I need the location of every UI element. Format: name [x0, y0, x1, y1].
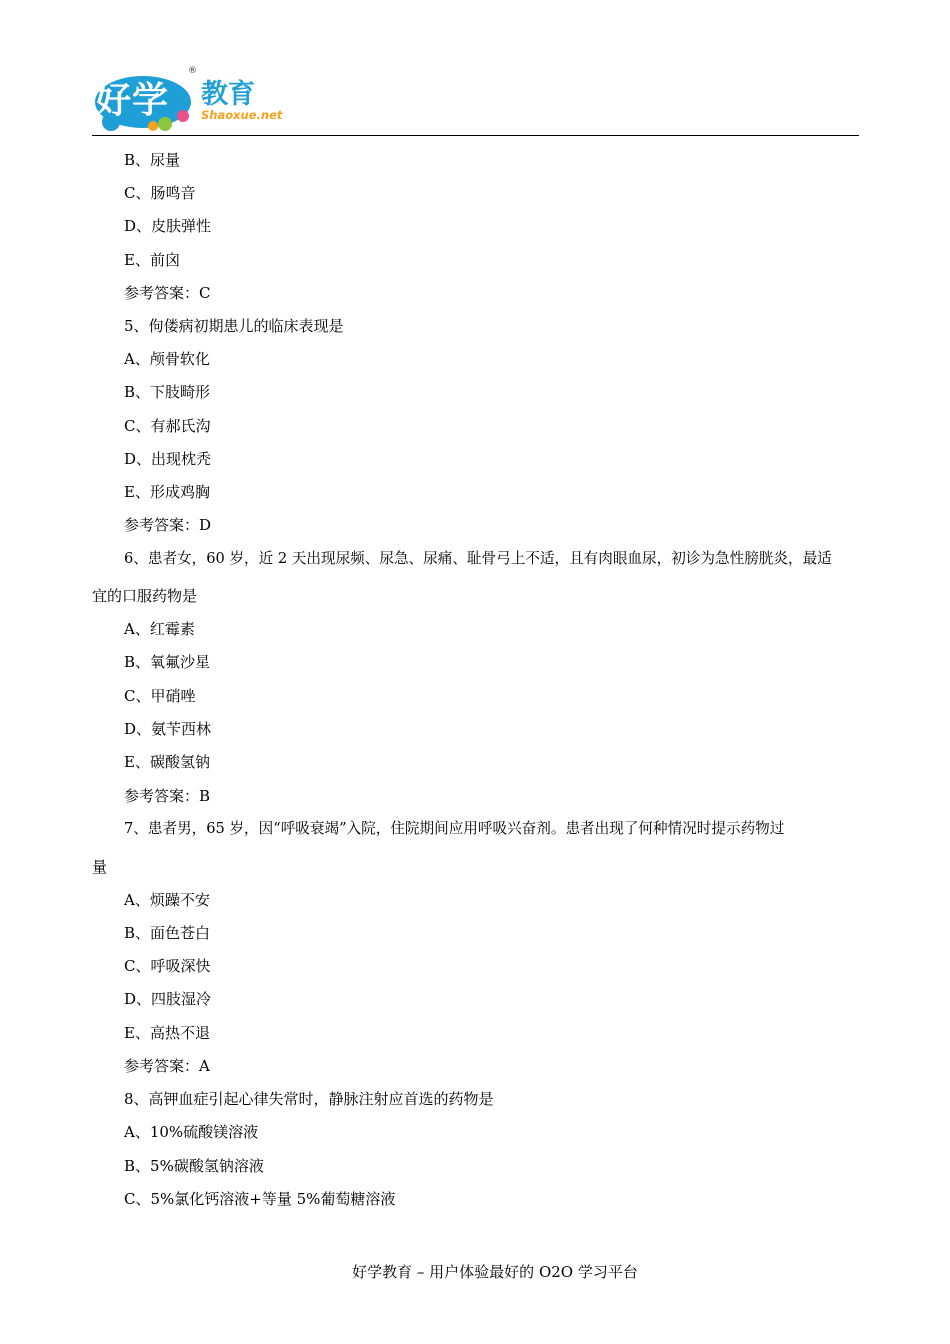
- answer-line: 参考答案：C: [124, 284, 211, 302]
- option-line: E、高热不退: [124, 1024, 210, 1042]
- option-line: C、有郝氏沟: [124, 417, 211, 435]
- option-line: C、呼吸深快: [124, 957, 211, 975]
- option-line: E、碳酸氢钠: [124, 753, 210, 771]
- option-line: A、颅骨软化: [124, 350, 210, 368]
- option-line: A、10%硫酸镁溶液: [124, 1123, 259, 1141]
- question-line-cont: 量: [92, 858, 108, 876]
- answer-line: 参考答案：D: [124, 516, 212, 534]
- option-line: A、烦躁不安: [124, 891, 210, 909]
- page-footer: 好学教育 – 用户体验最好的 O2O 学习平台: [352, 1263, 638, 1281]
- option-line: D、皮肤弹性: [124, 217, 212, 235]
- question-line: 8、高钾血症引起心律失常时，静脉注射应首选的药物是: [124, 1090, 494, 1108]
- option-line: C、5%氯化钙溶液+等量 5%葡萄糖溶液: [124, 1190, 396, 1208]
- option-line: C、肠鸣音: [124, 184, 196, 202]
- header-divider: [92, 135, 859, 136]
- logo-site-text: Shaoxue.net: [201, 108, 283, 122]
- logo-sub-text: 教育: [201, 79, 255, 110]
- logo-main-text: 好学: [95, 80, 170, 121]
- option-line: B、氧氟沙星: [124, 653, 211, 671]
- option-line: B、5%碳酸氢钠溶液: [124, 1157, 264, 1175]
- page-header: [0, 0, 950, 140]
- question-line-cont: 宜的口服药物是: [92, 587, 198, 605]
- option-line: E、形成鸡胸: [124, 483, 210, 501]
- option-line: B、面色苍白: [124, 924, 211, 942]
- question-line: 5、佝偻病初期患儿的临床表现是: [124, 317, 344, 335]
- option-line: D、出现枕秃: [124, 450, 212, 468]
- option-line: B、尿量: [124, 151, 181, 169]
- option-line: A、红霉素: [124, 620, 195, 638]
- answer-line: 参考答案：B: [124, 787, 211, 805]
- registered-mark: ®: [188, 66, 197, 76]
- option-line: B、下肢畸形: [124, 383, 211, 401]
- brand-logo: [93, 66, 283, 132]
- answer-line: 参考答案：A: [124, 1057, 210, 1075]
- option-line: D、氨苄西林: [124, 720, 212, 738]
- option-line: E、前囟: [124, 251, 180, 269]
- question-line: 6、患者女，60 岁，近 2 天出现尿频、尿急、尿痛、耻骨弓上不适，且有肉眼血尿，初诊为急性膀胱炎，最适: [124, 550, 832, 567]
- option-line: C、甲硝唑: [124, 687, 196, 705]
- option-line: D、四肢湿冷: [124, 990, 212, 1008]
- question-line: 7、患者男，65 岁，因“呼吸衰竭”入院，住院期间应用呼吸兴奋剂。患者出现了何种情况时提示药物过: [124, 820, 785, 837]
